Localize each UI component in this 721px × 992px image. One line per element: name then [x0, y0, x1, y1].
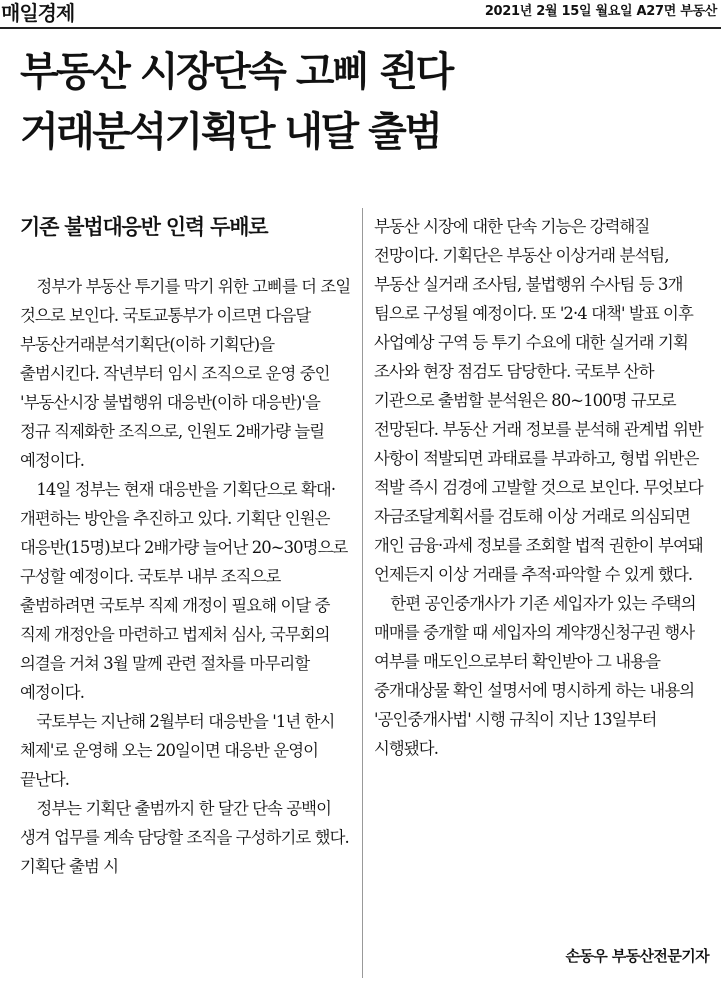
headline-line-2: 거래분석기획단 내달 출범	[20, 109, 441, 155]
paragraph: 부동산 시장에 대한 단속 기능은 강력해질 전망이다. 기획단은 부동산 이상거래 분석팀, 부동산 실거래 조사팀, 불법행위 수사팀 등 3개 팀으로 구성될 예정이다. 또 '2·4 대책' 발표 이후 사업예상 구역 등 투기 수요에 대한 실거래 기획 조사와 현장 점검도 담당한다. 국토부 산하 기관으로 출범할 분석원은 80~100명 규모로 전망된다. 부동산 거래 정보를 분석해 관계법 위반 사항이 적발되면 과태료를 부과하고, 형법 위반은 적발 즉시 검경에 고발할 것으로 보인다. 무엇보다 자금조달계획서를 검토해 이상 거래로 의심되면 개인 금융·과세 정보를 조회할 법적 권한이 부여돼 언제든지 이상 거래를 추적·파악할 수 있게 했다.	[374, 217, 703, 584]
column-divider	[362, 208, 363, 978]
paragraph: 정부가 부동산 투기를 막기 위한 고삐를 더 조일 것으로 보인다. 국토교통부가 이르면 다음달 부동산거래분석기획단(이하 기획단)을 출범시킨다. 작년부터 임시 조직으로 운영 중인 '부동산시장 불법행위 대응반(이하 대응반)'을 정규 직제화한 조직으로, 인원도 2배가량 늘릴 예정이다.	[20, 277, 351, 470]
paragraph: 14일 정부는 현재 대응반을 기획단으로 확대·개편하는 방안을 추진하고 있다. 기획단 인원은 대응반(15명)보다 2배가량 늘어난 20~30명으로 구성할 예정이다. 국토부 내부 조직으로 출범하려면 국토부 직제 개정이 필요해 이달 중 직제 개정안을 마련하고 법제처 심사, 국무회의 의결을 거쳐 3월 말께 관련 절차를 마무리할 예정이다.	[20, 480, 348, 702]
headline-line-1: 부동산 시장단속 고삐 죈다	[20, 49, 452, 95]
article-byline: 손동우 부동산전문기자	[565, 947, 709, 965]
newspaper-masthead: 매일경제	[1, 1, 75, 25]
paragraph: 국토부는 지난해 2월부터 대응반을 '1년 한시 체제'로 운영해 오는 20일이면 대응반 운영이 끝난다.	[20, 712, 335, 789]
article-subhead: 기존 불법대응반 인력 두배로	[20, 215, 268, 239]
paragraph: 한편 공인중개사가 기존 세입자가 있는 주택의 매매를 중개할 때 세입자의 계약갱신청구권 행사 여부를 매도인으로부터 확인받아 그 내용을 중개대상물 확인 설명서에 명시하게 하는 내용의 '공인중개사법' 시행 규칙이 지난 13일부터 시행됐다.	[374, 594, 696, 758]
paragraph: 정부는 기획단 출범까지 한 달간 단속 공백이 생겨 업무를 계속 담당할 조직을 구성하기로 했다. 기획단 출범 시	[20, 799, 349, 876]
page-header	[0, 0, 721, 30]
header-rule	[0, 27, 721, 29]
page-dateline: 2021년 2월 15일 월요일 A27면 부동산	[484, 4, 717, 19]
article-column-2	[374, 212, 710, 763]
article-column-1	[20, 272, 351, 881]
article-headline	[20, 42, 452, 162]
